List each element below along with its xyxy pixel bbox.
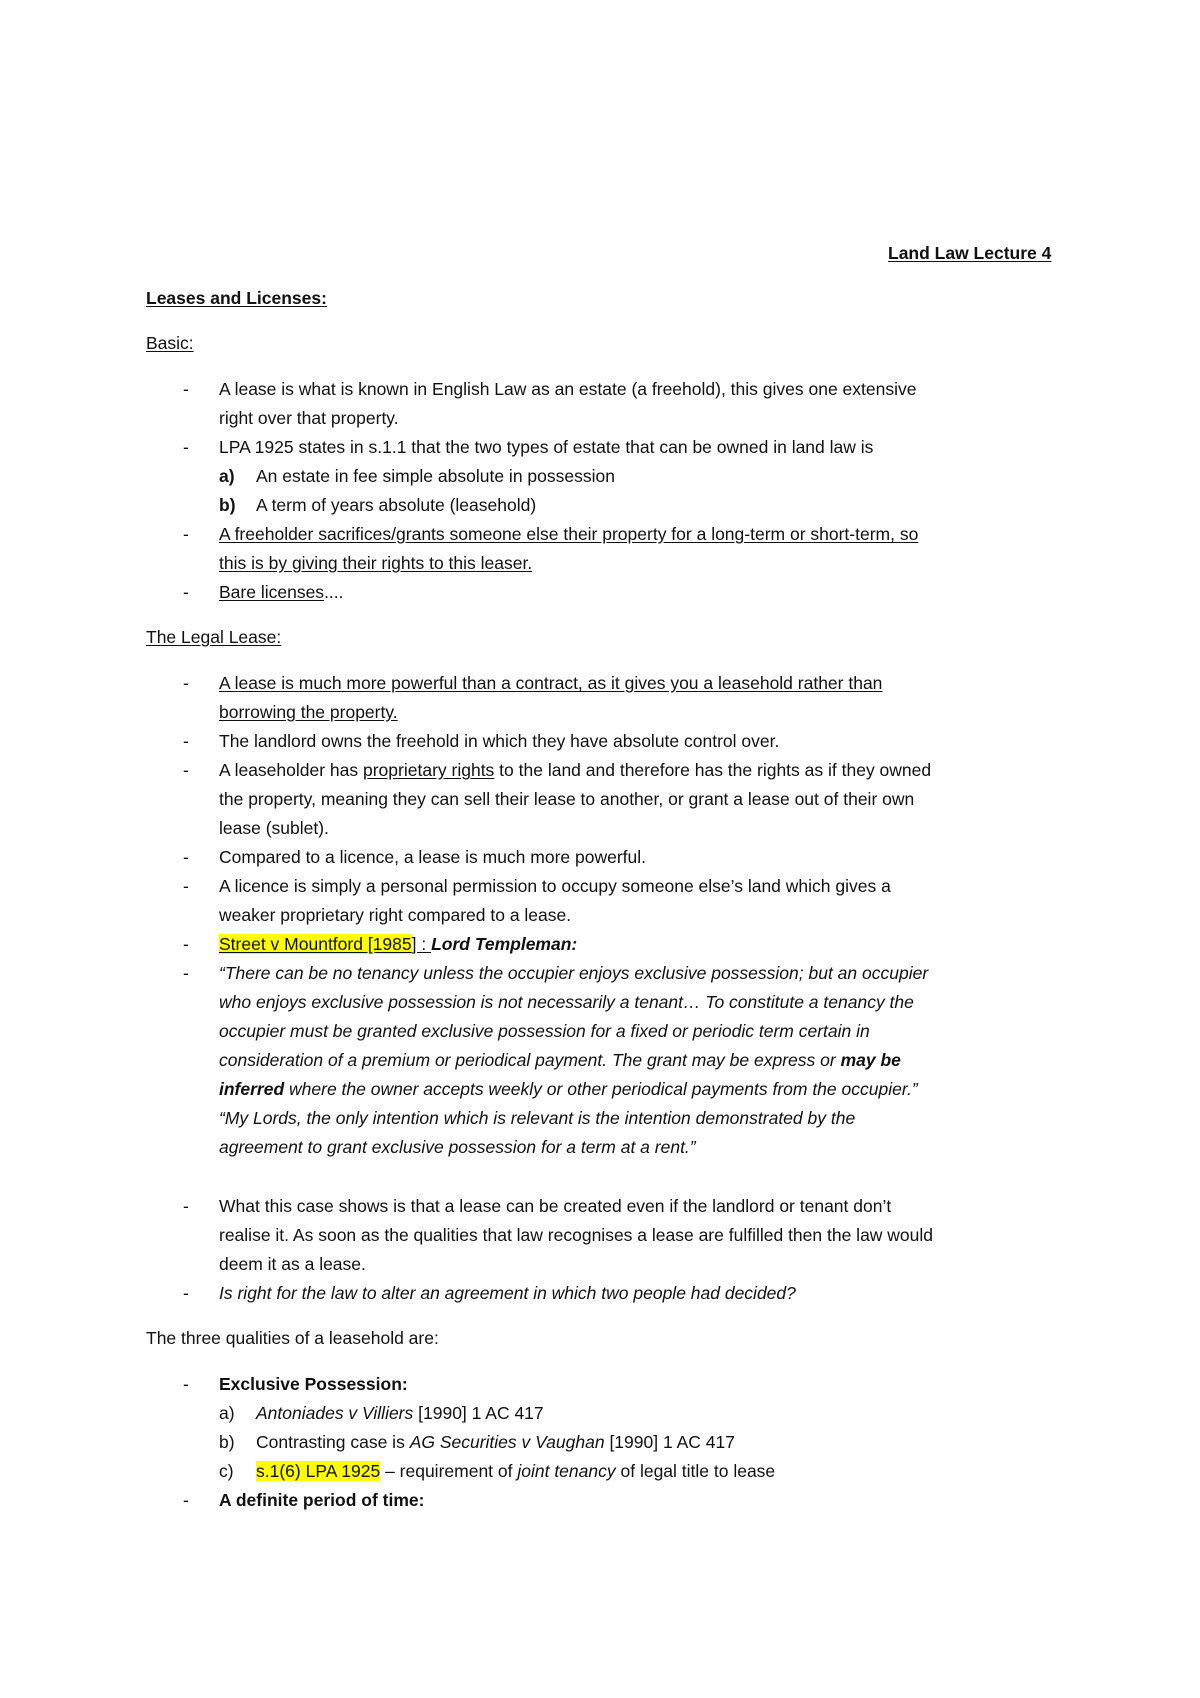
quote-emphasis: inferred (219, 1079, 285, 1099)
list-item-text: borrowing the property. (219, 702, 398, 722)
case-name: AG Securities v Vaughan (409, 1432, 605, 1452)
list-item-text: A licence is simply a personal permission to occupy someone else’s land which gives a (219, 876, 891, 896)
list-item-text: A leaseholder has (219, 760, 363, 780)
bullet-dash: - (183, 1490, 189, 1510)
sublist-label: a) (219, 1403, 235, 1423)
quote-text: occupier must be granted exclusive possession for a fixed or periodic term certain in (219, 1021, 870, 1041)
qualities-intro: The three qualities of a leasehold are: (146, 1328, 439, 1348)
sublist-text: Contrasting case is (256, 1432, 410, 1452)
bullet-dash: - (183, 1374, 189, 1394)
list-item-text: to the land and therefore has the rights as if they owned (494, 760, 932, 780)
list-item-text: A lease is what is known in English Law as an estate (a freehold), this gives one extensive (219, 379, 917, 399)
list-item-text: Compared to a licence, a lease is much more powerful. (219, 847, 647, 867)
quote-text: who enjoys exclusive possession is not necessarily a tenant… To constitute a tenancy the (219, 992, 914, 1012)
bullet-dash: - (183, 760, 189, 780)
list-item-text: realise it. As soon as the qualities that law recognises a lease are fulfilled then the law would (219, 1225, 934, 1245)
sublist-label: b) (219, 495, 236, 515)
quote-text: “My Lords, the only intention which is relevant is the intention demonstrated by the (219, 1108, 856, 1128)
quote-text: “There can be no tenancy unless the occupier enjoys exclusive possession; but an occupier (219, 963, 929, 983)
bullet-dash: - (183, 673, 189, 693)
bullet-dash: - (183, 876, 189, 896)
sublist-label: a) (219, 466, 235, 486)
list-item-text: right over that property. (219, 408, 399, 428)
list-item-text: A freeholder sacrifices/grants someone else their property for a long-term or short-term, so (219, 524, 919, 544)
sublist-text: A term of years absolute (leasehold) (256, 495, 537, 515)
ellipsis: .... (324, 582, 344, 602)
bullet-dash: - (183, 379, 189, 399)
case-name-highlighted: Street v Mountford [1985 (219, 934, 412, 954)
sublist-text: of legal title to lease (615, 1461, 776, 1481)
bullet-dash: - (183, 524, 189, 544)
sublist-label: c) (219, 1461, 234, 1481)
list-item-text: Bare licenses (219, 582, 325, 602)
section-heading-leases-licenses: Leases and Licenses: (146, 288, 327, 308)
list-item-text: A lease is much more powerful than a contract, as it gives you a leasehold rather than (219, 673, 883, 693)
list-item-text: lease (sublet). (219, 818, 329, 838)
list-item-text: this is by giving their rights to this leaser. (219, 553, 533, 573)
section-heading-legal-lease: The Legal Lease: (146, 627, 282, 647)
quote-text (219, 1049, 901, 1071)
bullet-dash: - (183, 437, 189, 457)
document-title: Land Law Lecture 4 (888, 243, 1052, 263)
citation: [1990] 1 AC 417 (604, 1432, 735, 1452)
statute-highlighted: s.1(6) LPA 1925 (256, 1461, 381, 1481)
quote-text: agreement to grant exclusive possession for a term at a rent.” (219, 1137, 696, 1157)
bullet-dash: - (183, 731, 189, 751)
list-item-text: Is right for the law to alter an agreement in which two people had decided? (219, 1283, 796, 1303)
list-item-text: weaker proprietary right compared to a lease. (219, 905, 572, 925)
judge-name: Lord Templeman: (431, 934, 578, 954)
list-item-text: The landlord owns the freehold in which they have absolute control over. (219, 731, 780, 751)
quote-text (219, 1078, 918, 1100)
bullet-dash: - (183, 582, 189, 602)
list-item-text: LPA 1925 states in s.1.1 that the two types of estate that can be owned in land law is (219, 437, 874, 457)
term-joint-tenancy: joint tenancy (517, 1461, 616, 1481)
quote-text: consideration of a premium or periodical payment. The grant may be express or (219, 1050, 841, 1070)
quote-text: where the owner accepts weekly or other periodical payments from the occupier.” (284, 1079, 918, 1099)
list-item-text: deem it as a lease. (219, 1254, 366, 1274)
bullet-dash: - (183, 1196, 189, 1216)
section-heading-basic: Basic: (146, 333, 194, 353)
bullet-dash: - (183, 847, 189, 867)
bullet-dash: - (183, 1283, 189, 1303)
case-name: Antoniades v Villiers (256, 1403, 414, 1423)
bullet-dash: - (183, 934, 189, 954)
quote-emphasis: may be (840, 1050, 901, 1070)
sublist-label: b) (219, 1432, 235, 1452)
case-name-tail: ] : (411, 934, 432, 954)
citation: [1990] 1 AC 417 (413, 1403, 544, 1423)
bullet-dash: - (183, 963, 189, 983)
sublist-text: – requirement of (380, 1461, 518, 1481)
quality-heading: A definite period of time: (219, 1490, 425, 1510)
quality-heading: Exclusive Possession: (219, 1374, 408, 1394)
sublist-text: An estate in fee simple absolute in possession (256, 466, 615, 486)
term-proprietary-rights: proprietary rights (363, 760, 495, 780)
list-item-text: the property, meaning they can sell their lease to another, or grant a lease out of their own (219, 789, 915, 809)
list-item-text: What this case shows is that a lease can be created even if the landlord or tenant don’t (219, 1196, 892, 1216)
